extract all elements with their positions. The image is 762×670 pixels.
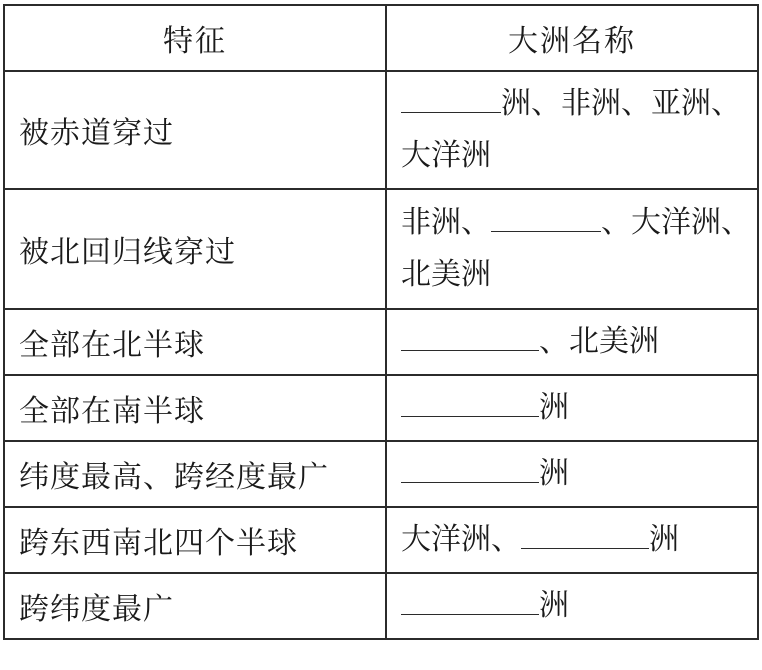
- answer-blank[interactable]: [521, 520, 649, 549]
- answer-cell: [386, 309, 758, 375]
- feature-cell: 跨纬度最广: [4, 573, 386, 639]
- answer-cell: [386, 573, 758, 639]
- answer-text: 洲: [539, 588, 569, 623]
- answer-blank[interactable]: [401, 84, 501, 113]
- feature-cell: 全部在南半球: [4, 375, 386, 441]
- feature-cell: 被北回归线穿过: [4, 189, 386, 309]
- answer-text: 洲: [539, 390, 569, 425]
- table-row: [4, 189, 758, 309]
- answer-text: 大洋洲: [401, 138, 491, 173]
- feature-cell: 纬度最高、跨经度最广: [4, 441, 386, 507]
- answer-text: 洲: [649, 522, 679, 557]
- answer-text: 非洲、: [401, 205, 491, 240]
- answer-cell: [386, 71, 758, 189]
- table-row: [4, 71, 758, 189]
- answer-text: 北美洲: [401, 257, 491, 292]
- answer-blank[interactable]: [491, 203, 601, 232]
- table-row: [4, 507, 758, 573]
- answer-blank[interactable]: [401, 454, 539, 483]
- answer-cell: [386, 375, 758, 441]
- answer-text: 、北美洲: [539, 324, 659, 359]
- table-row: [4, 573, 758, 639]
- answer-text: 大洋洲、: [401, 522, 521, 557]
- answer-cell: [386, 189, 758, 309]
- answer-cell: [386, 441, 758, 507]
- header-row: [4, 5, 758, 71]
- table-row: [4, 309, 758, 375]
- answer-blank[interactable]: [401, 586, 539, 615]
- answer-text: 洲: [539, 456, 569, 491]
- answer-blank[interactable]: [401, 322, 539, 351]
- answer-text: 、大洋洲、: [601, 205, 751, 240]
- header-feature: 特征: [4, 5, 386, 71]
- header-continent-name: 大洲名称: [386, 5, 758, 71]
- continent-features-table: [3, 4, 759, 640]
- feature-cell: 全部在北半球: [4, 309, 386, 375]
- answer-blank[interactable]: [401, 388, 539, 417]
- feature-cell: 跨东西南北四个半球: [4, 507, 386, 573]
- answer-text: 洲、非洲、亚洲、: [501, 86, 741, 121]
- answer-cell: [386, 507, 758, 573]
- feature-cell: 被赤道穿过: [4, 71, 386, 189]
- table-row: [4, 441, 758, 507]
- table-row: [4, 375, 758, 441]
